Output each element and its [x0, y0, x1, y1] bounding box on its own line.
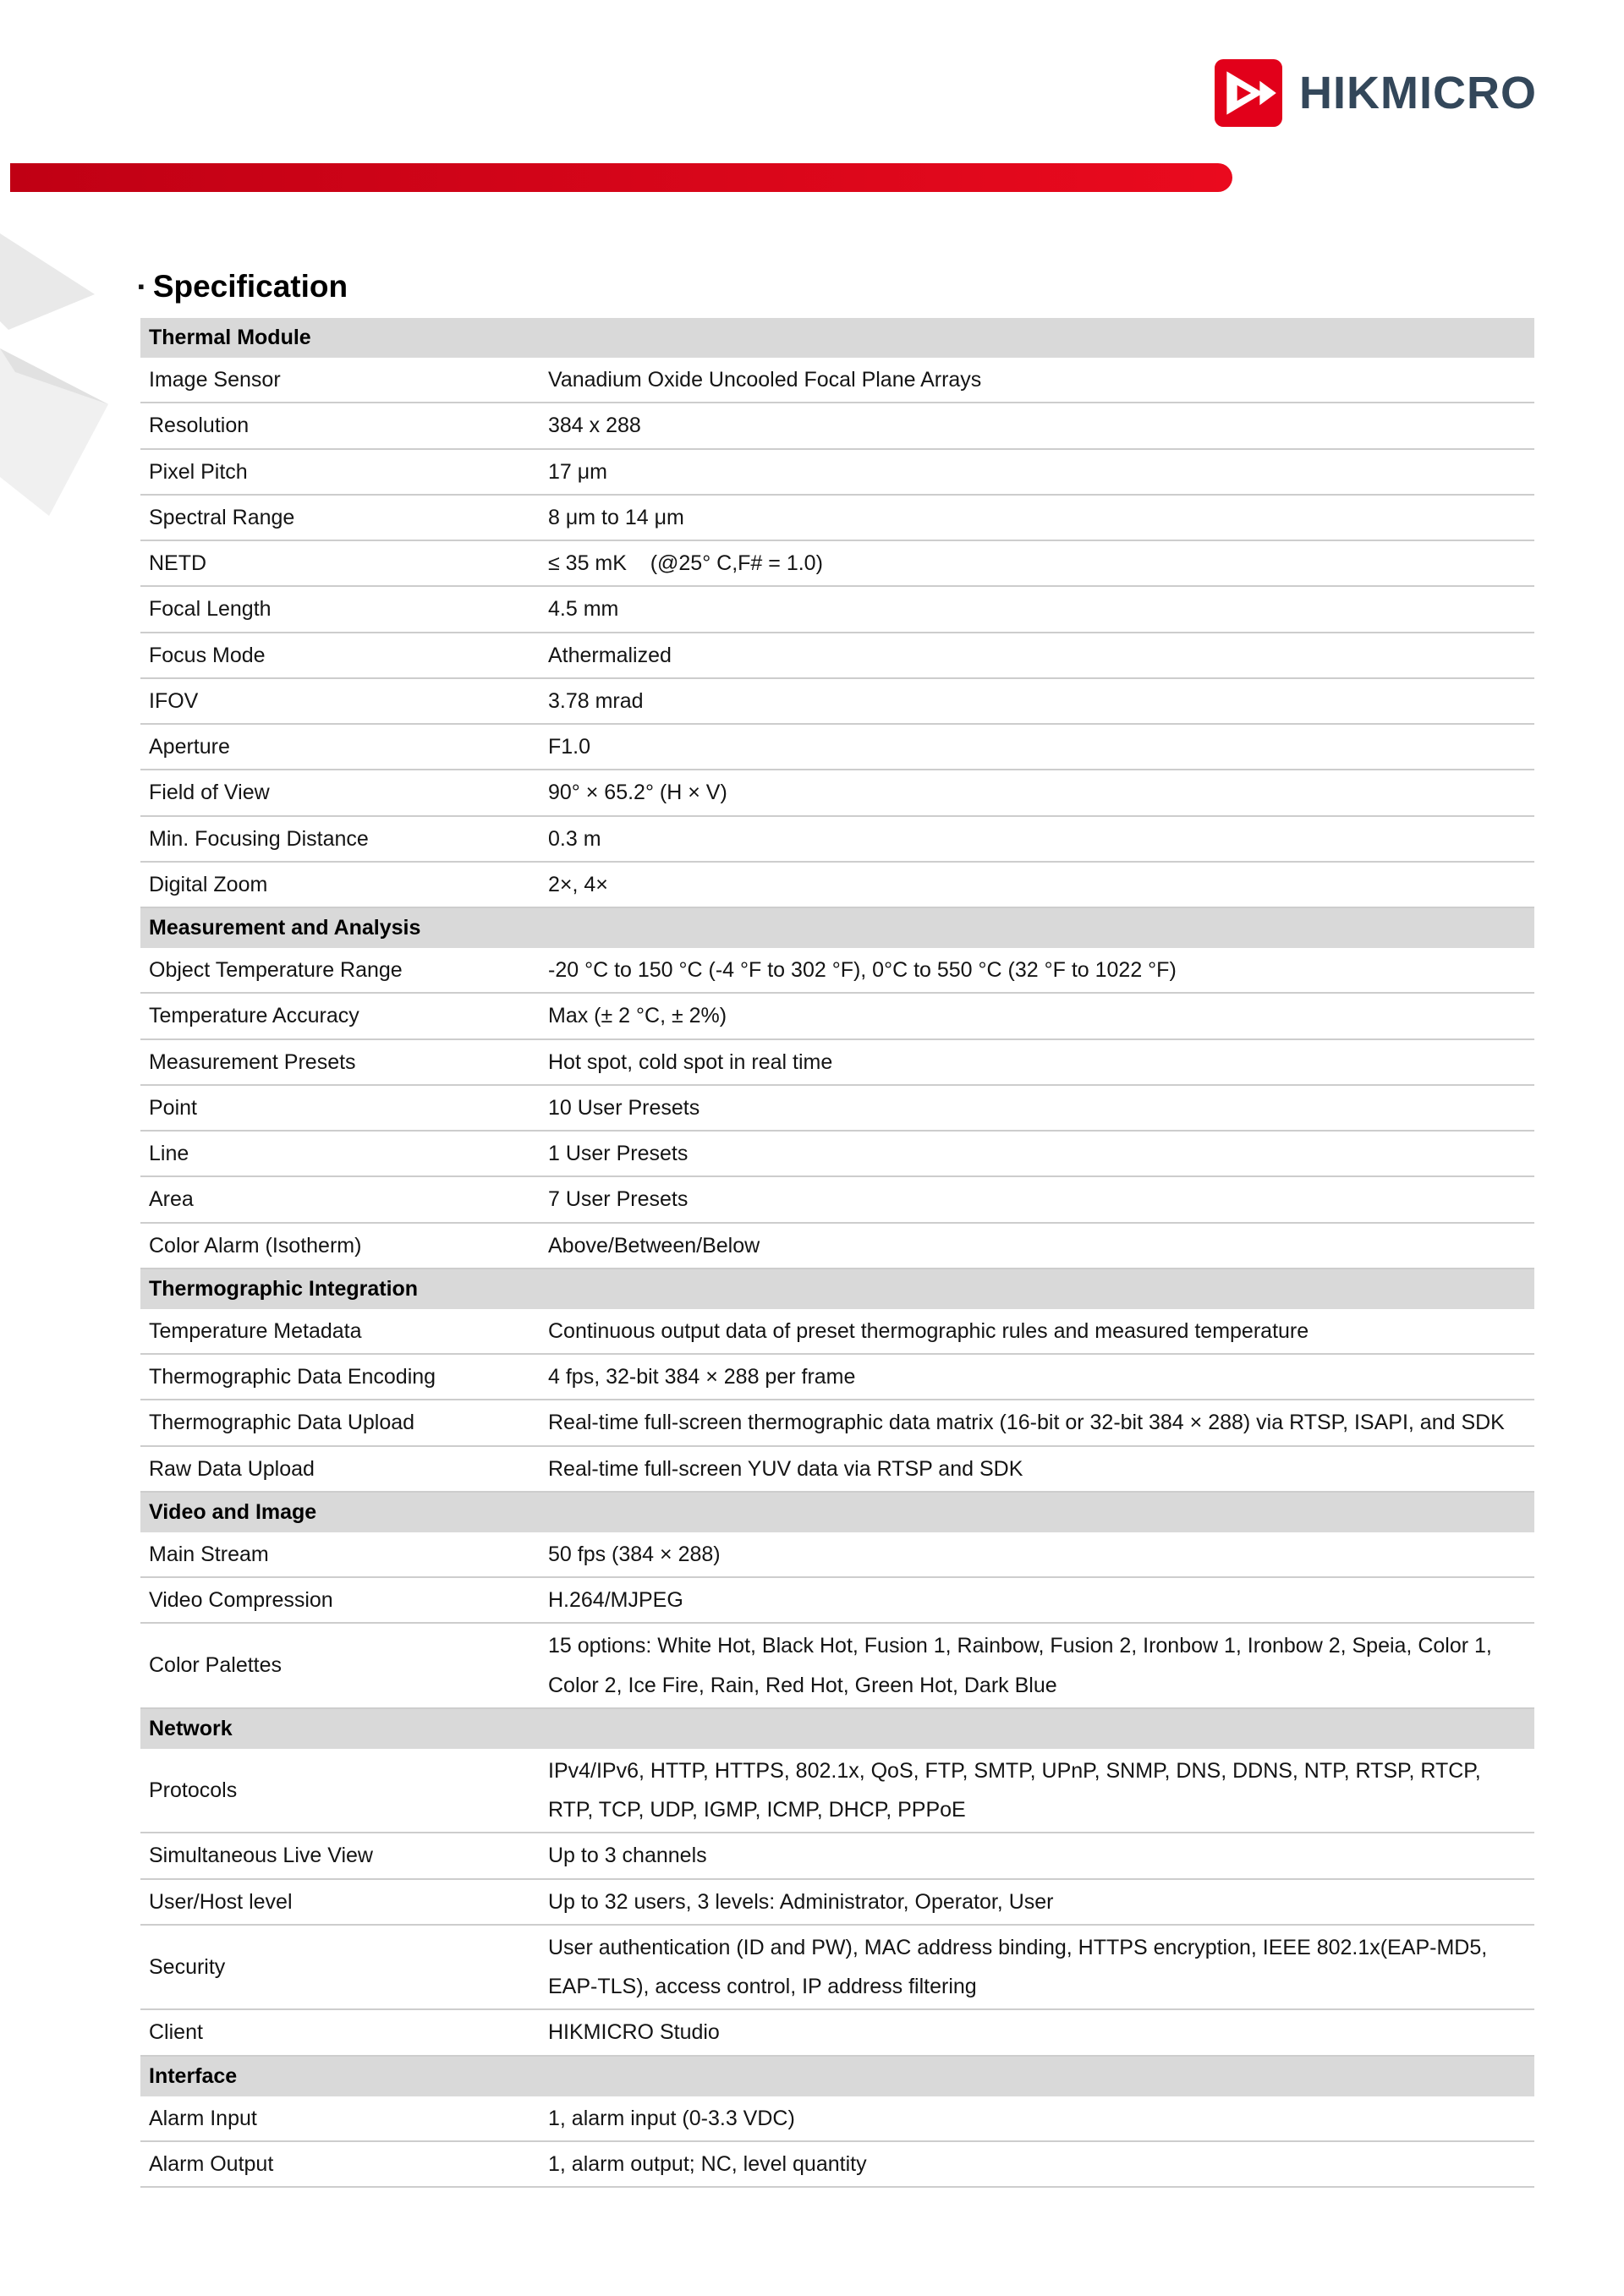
spec-value: 384 x 288	[548, 414, 641, 438]
spec-value: 2×, 4×	[548, 872, 608, 896]
spec-value: 1, alarm output; NC, level quantity	[548, 2151, 867, 2176]
spec-row-measurement-presets	[140, 1040, 1534, 1086]
spec-row-temperature-metadata	[140, 1309, 1534, 1355]
spec-label: Point	[149, 1095, 197, 1120]
spec-label: Digital Zoom	[149, 872, 268, 896]
spec-label: Line	[149, 1142, 189, 1165]
spec-value: 4.5 mm	[548, 597, 619, 622]
spec-row-min-focusing-distance	[140, 817, 1534, 863]
spec-label: NETD	[149, 551, 207, 575]
section-header-interface	[140, 2057, 1534, 2096]
spec-row-netd	[140, 541, 1534, 587]
spec-label: Focal Length	[149, 597, 272, 622]
spec-row-line	[140, 1132, 1534, 1177]
section-title: Network	[149, 1716, 233, 1740]
spec-value: 15 options: White Hot, Black Hot, Fusion 1, Rainbow, Fusion 2, Ironbow 1, Ironbow 2, Speia, Color 1, Color 2, Ice Fire, Rain, Red Hot, Green Hot, Dark Blue	[548, 1634, 1492, 1697]
section-header-measurement-and-analysis	[140, 908, 1534, 948]
spec-label: Alarm Input	[149, 2106, 257, 2130]
spec-value: 1 User Presets	[548, 1142, 689, 1165]
spec-value: 1, alarm input (0-3.3 VDC)	[548, 2106, 795, 2130]
spec-row-color-palettes	[140, 1624, 1534, 1709]
spec-value: Real-time full-screen thermographic data matrix (16-bit or 32-bit 384 × 288) via RTSP, ISAPI, and SDK	[548, 1411, 1505, 1435]
section-header-video-and-image	[140, 1493, 1534, 1532]
spec-label: Min. Focusing Distance	[149, 826, 369, 851]
spec-label: User/Host level	[149, 1889, 293, 1914]
spec-label: Protocols	[149, 1778, 238, 1802]
spec-row-temperature-accuracy	[140, 994, 1534, 1039]
spec-row-pixel-pitch	[140, 450, 1534, 496]
section-header-network	[140, 1709, 1534, 1749]
section-header-thermal-module	[140, 318, 1534, 358]
spec-label: Thermographic Data Encoding	[149, 1365, 436, 1389]
spec-value: 90° × 65.2° (H × V)	[548, 781, 727, 805]
spec-label: Focus Mode	[149, 643, 266, 667]
spec-row-spectral-range	[140, 496, 1534, 541]
spec-value: Athermalized	[548, 643, 672, 667]
spec-row-focal-length	[140, 587, 1534, 633]
spec-label: Simultaneous Live View	[149, 1844, 373, 1868]
spec-label: Field of View	[149, 781, 270, 805]
spec-value: F1.0	[548, 735, 591, 759]
spec-value: HIKMICRO Studio	[548, 2020, 720, 2045]
spec-value: ≤ 35 mK (@25° C,F# = 1.0)	[548, 551, 823, 575]
spec-row-thermographic-data-encoding	[140, 1355, 1534, 1400]
spec-table	[140, 318, 1534, 2188]
spec-row-main-stream	[140, 1532, 1534, 1578]
spec-row-digital-zoom	[140, 863, 1534, 908]
spec-label: Temperature Accuracy	[149, 1004, 359, 1028]
hikmicro-logo-text: HIKMICRO	[1299, 68, 1537, 118]
spec-label: Color Alarm (Isotherm)	[149, 1233, 362, 1258]
spec-value: User authentication (ID and PW), MAC address binding, HTTPS encryption, IEEE 802.1x(EAP-MD5, EAP-TLS), access control, IP address filtering	[548, 1935, 1488, 1998]
spec-row-simultaneous-live-view	[140, 1833, 1534, 1879]
spec-row-point	[140, 1086, 1534, 1132]
spec-label: IFOV	[149, 688, 199, 713]
spec-row-thermographic-data-upload	[140, 1400, 1534, 1446]
spec-row-field-of-view	[140, 770, 1534, 816]
spec-row-object-temperature-range	[140, 948, 1534, 994]
spec-value: 8 μm to 14 μm	[548, 505, 684, 529]
spec-value: IPv4/IPv6, HTTP, HTTPS, 802.1x, QoS, FTP, SMTP, UPnP, SNMP, DNS, DDNS, NTP, RTSP, RTCP, RTP, TCP, UDP, IGMP, ICMP, DHCP, PPPoE	[548, 1758, 1481, 1822]
spec-label: Spectral Range	[149, 505, 295, 529]
spec-label: Video Compression	[149, 1588, 333, 1612]
section-title: Thermographic Integration	[149, 1276, 419, 1301]
spec-value: Hot spot, cold spot in real time	[548, 1049, 833, 1074]
title-bullet-icon: ▪	[138, 276, 145, 297]
spec-label: Image Sensor	[149, 368, 281, 392]
spec-label: Pixel Pitch	[149, 459, 248, 484]
spec-row-image-sensor	[140, 358, 1534, 403]
spec-row-security	[140, 1926, 1534, 2011]
spec-value: 7 User Presets	[548, 1187, 689, 1212]
spec-row-video-compression	[140, 1578, 1534, 1624]
hikmicro-logo	[1215, 59, 1537, 127]
spec-value: Up to 32 users, 3 levels: Administrator, Operator, User	[548, 1889, 1054, 1914]
hikmicro-logo-icon	[1215, 59, 1282, 127]
page-title-text: Specification	[152, 269, 348, 304]
red-accent-bar	[10, 163, 1232, 192]
spec-value: H.264/MJPEG	[548, 1588, 683, 1612]
spec-row-raw-data-upload	[140, 1447, 1534, 1493]
spec-row-aperture	[140, 725, 1534, 770]
spec-label: Client	[149, 2020, 203, 2045]
section-title: Video and Image	[149, 1499, 317, 1524]
spec-label: Main Stream	[149, 1542, 269, 1566]
spec-label: Security	[149, 1954, 226, 1979]
spec-label: Measurement Presets	[149, 1049, 356, 1074]
spec-label: Object Temperature Range	[149, 958, 403, 982]
spec-row-resolution	[140, 403, 1534, 449]
spec-value: -20 °C to 150 °C (-4 °F to 302 °F), 0°C to 550 °C (32 °F to 1022 °F)	[548, 958, 1177, 982]
spec-label: Resolution	[149, 414, 250, 438]
spec-value: 10 User Presets	[548, 1095, 700, 1120]
spec-label: Temperature Metadata	[149, 1318, 362, 1343]
spec-row-client	[140, 2010, 1534, 2056]
watermark-arrow-icon	[0, 222, 127, 585]
spec-row-color-alarm-isotherm	[140, 1224, 1534, 1269]
spec-value: 50 fps (384 × 288)	[548, 1542, 721, 1566]
spec-value: Max (± 2 °C, ± 2%)	[548, 1004, 727, 1028]
spec-row-focus-mode	[140, 633, 1534, 679]
section-header-thermographic-integration	[140, 1269, 1534, 1309]
spec-label: Color Palettes	[149, 1653, 283, 1678]
spec-label: Thermographic Data Upload	[149, 1411, 415, 1435]
spec-label: Area	[149, 1187, 194, 1212]
page-title	[138, 269, 348, 304]
spec-label: Raw Data Upload	[149, 1456, 315, 1481]
spec-value: Real-time full-screen YUV data via RTSP and SDK	[548, 1456, 1023, 1481]
section-title: Interface	[149, 2063, 238, 2088]
spec-value: 17 μm	[548, 459, 607, 484]
spec-row-alarm-input	[140, 2096, 1534, 2142]
spec-value: Above/Between/Below	[548, 1233, 760, 1258]
spec-row-user-host-level	[140, 1880, 1534, 1926]
spec-label: Aperture	[149, 735, 230, 759]
spec-value: 3.78 mrad	[548, 688, 644, 713]
spec-label: Alarm Output	[149, 2151, 274, 2176]
spec-value: Up to 3 channels	[548, 1844, 707, 1868]
spec-value: 4 fps, 32-bit 384 × 288 per frame	[548, 1365, 856, 1389]
spec-row-alarm-output	[140, 2142, 1534, 2188]
spec-value: Vanadium Oxide Uncooled Focal Plane Arrays	[548, 368, 982, 392]
spec-row-ifov	[140, 679, 1534, 725]
spec-value: Continuous output data of preset thermographic rules and measured temperature	[548, 1318, 1309, 1343]
section-title: Measurement and Analysis	[149, 916, 421, 940]
spec-row-protocols	[140, 1749, 1534, 1834]
section-title: Thermal Module	[149, 326, 311, 349]
spec-row-area	[140, 1177, 1534, 1223]
spec-value: 0.3 m	[548, 826, 601, 851]
